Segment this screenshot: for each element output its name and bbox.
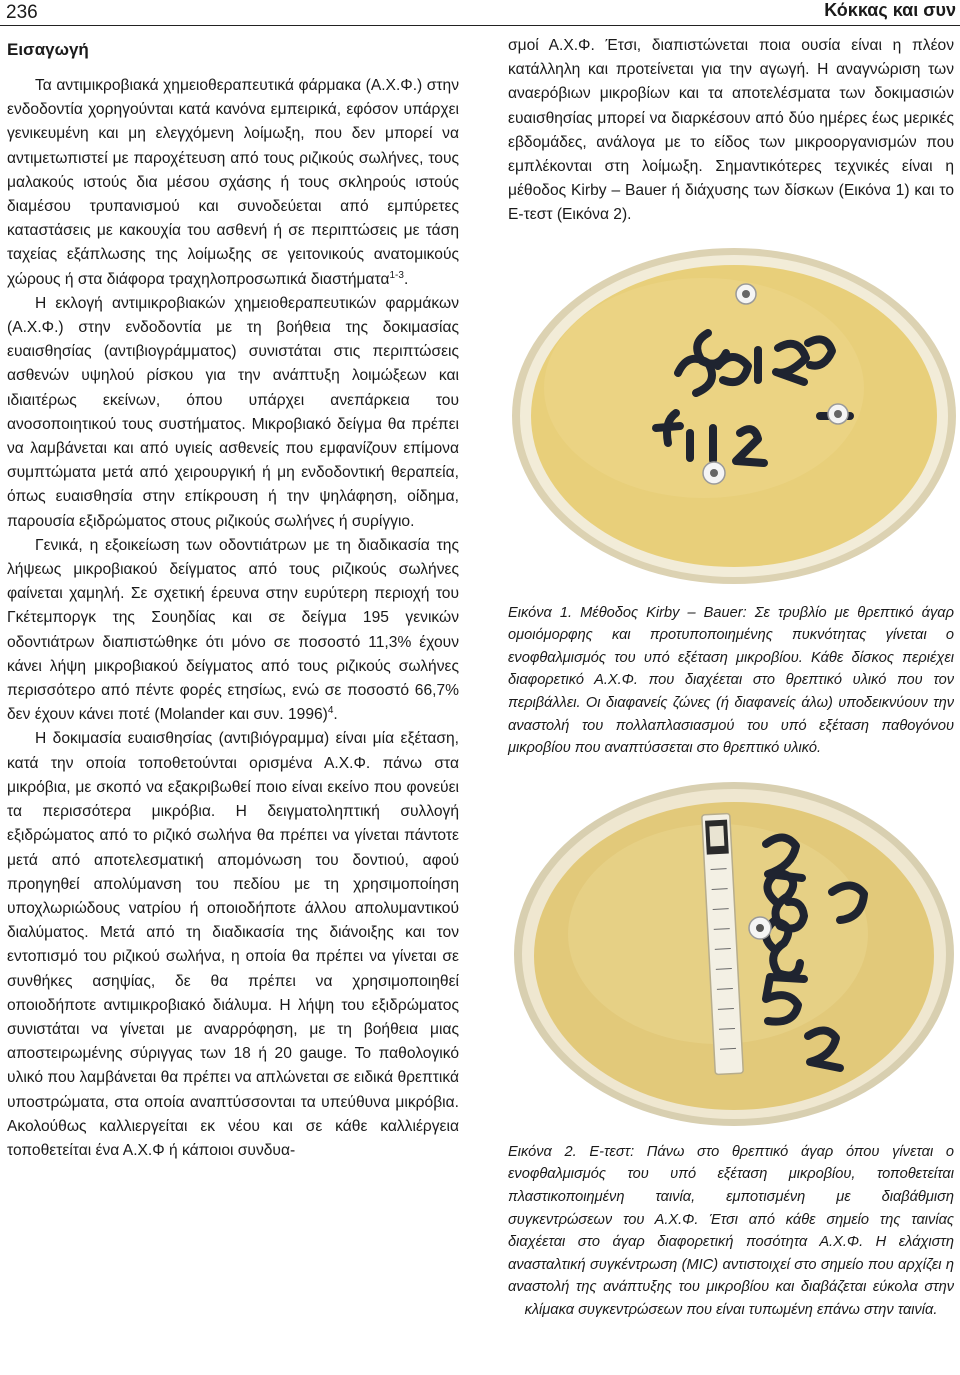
paragraph: Η δοκιμασία ευαισθησίας (αντιβιόγραμμα) είναι μία εξέταση, κατά την οποία τοποθετούνται ορισμένα Α.Χ.Φ. πάνω στα μικρόβια, με σκοπό να εξακριβωθεί ποιο είναι εκείνο που φονεύει τα περισσότερα μικρόβια. Η δειγματοληπτική συλλογή εξιδρώματος από το ριζικό σωλήνα θα πρέπει να γίνεται πάντοτε μετά από αποτελεσματική απομόνωση του δοντιού, αφού προηγηθεί απολύμανση του πεδίου με τη χρησιμοποίηση υποχλωριώδους νατρίου ή οποιοδήποτε άλλου απολυμαντικού διαλύματος. Μετά από τη διαδικασία της διάνοιξης και τον εντοπισμό του ριζικού σωλήνα, η οποία θα πρέπει να γίνεται σε συνθήκες ασηψίας, δε θα πρέπει να χρησιμοποιηθεί οποιοδήποτε αντιμικροβιακό διάλυμα. Η λήψη του εξιδρώματος συνιστάται να γίνεται με αναρρόφηση, με τη βοήθεια μιας αποστειρωμένης σύριγγας των 18 ή 20 gauge. Το παθολογικό υλικό που λαμβάνεται θα πρέπει να απλώνεται σε ειδικά θρεπτικά υποστρώματα, στα οποία αναπτύσσονται τα υπεύθυνα μικρόβια. Ακολούθως καλλιεργείται εκ νέου και σε κάθε καλλιέργεια τοποθετείται ένα Α.Χ.Φ ή κάποιοι συνδυα- bbox=[7, 730, 459, 1159]
paragraph: Γενικά, η εξοικείωση των οδοντιάτρων με τη διαδικασία της λήψεως μικροβιακού δείγματος από τους ριζικούς σωλήνες φαίνεται χαμηλή. Σε σχετική έρευνα στην ευρύτερη περιοχή του Γκέτεμποργκ της Σουηδίας και σε δείγμα 195 γενικών οδοντιάτρων διαπιστώθηκε ότι μόνο σε ποσοστό 11,3% έχουν κάνει λήψη μικροβιακού δείγματος από τους ριζικούς σωλήνες περισσότερο από πέντε φορές ετησίως, ενώ σε ποσοστό 66,7% δεν έχουν κάνει ποτέ (Molander και συν. 1996)$^4$. bbox=[7, 536, 459, 724]
figure-2-caption: Εικόνα 2. Ε-τεστ: Πάνω στο θρεπτικό άγαρ όπου γίνεται ο ενοφθαλμισμός του υπό εξέταση μικροβίου, τοποθετείται πλαστικοποιημένη ταινία, εμποτισμένη με διαβάθμιση συγκεντρώσεων του Α.Χ.Φ. Έτσι από κάθε σημείο της ταινίας διαχέεται στο άγαρ διαφορετική ποσότητα Α.Χ.Φ. Η ελάχιστη ανασταλτική συγκέντρωση (MIC) αντιστοιχεί στο σημείο που αρχίζει η αναστολή της ανάπτυξης του μικροβίου και διαβάζεται εύκολα στην κλίμακα συγκεντρώσεων που είναι τυπωμένη επάνω στην ταινία. bbox=[508, 1143, 954, 1318]
etest-plate-photo bbox=[508, 774, 960, 1129]
paragraph: σμοί Α.Χ.Φ. Έτσι, διαπιστώνεται ποια ουσία είναι η πλέον κατάλληλη και προτείνεται για την αγωγή. Η αναγνώριση των αναερόβιων μικροβίων και τα αποτελέσματα των δοκιμασιών ευαισθησίας μπορεί να διαρκέσουν από δύο ημέρες έως μερικές εβδομάδες, ανάλογα με το είδος των μικροοργανισμών που εμπλέκονται στη λοίμωξη. Σημαντικότερες τεχνικές είναι η μέθοδος Kirby – Bauer ή διάχυσης των δίσκων (Εικόνα 1) και το Ε-τεστ (Εικόνα 2). bbox=[508, 37, 954, 224]
left-column bbox=[7, 34, 459, 1163]
figure-1-caption: Εικόνα 1. Μέθοδος Kirby – Bauer: Σε τρυβλίο με θρεπτικό άγαρ ομοιόμορφης και προτυποποιημένης πυκνότητας γίνεται ο ενοφθαλμισμός του υπό εξέταση μικροβίου. Κάθε δίσκος περιέχει διαφορετικό Α.Χ.Φ. που διαχέεται στο θρεπτικό υλικό που τον περιβάλλει. Οι διαφανείς ζώνες (ή διαφανείς άλω) υποδεικνύουν την αναστολή του πολλαπλασιασμού του υπό εξέταση παθογόνου μικροβίου που αναπτύσσεται στο θρεπτικό υλικό. bbox=[508, 604, 954, 757]
paragraph: Τα αντιμικροβιακά χημειοθεραπευτικά φάρμακα (Α.Χ.Φ.) στην ενδοδοντία χορηγούνται κατά κανόνα εμπειρικά, εφόσον υπάρχει γενικευμένη και μη ελεγχόμενη λοίμωξη, που δεν μπορεί να αντιμετωπιστεί με παροχέτευση από τους ριζικούς σωλήνες, τους μαλακούς ιστούς δια μέσου σχάσης ή τους σκληρούς ιστούς διαμέσου τρυπανισμού και συνοδεύεται από εμπύρετες καταστάσεις με κακουχία του ασθενή ή σε περιπτώσεις με τάση ταχείας εξάπλωσης της λοίμωξης σε γειτονικούς ανατομικούς χώρους ή στα διάφορα τραχηλοπροσωπικά διαστήματα$^{1-3}$. bbox=[7, 77, 459, 288]
figure-1 bbox=[508, 238, 960, 588]
petri-dish-photo bbox=[508, 238, 960, 588]
paragraph: Η εκλογή αντιμικροβιακών χημειοθεραπευτικών φαρμάκων (Α.Χ.Φ.) στην ενδοδοντία με τη βοήθεια της δοκιμασίας ευαισθησίας (αντιβιογράμματος) συνιστάται στις περιπτώσεις ασθενών υψηλού ρίσκου για την ανάπτυξη λοιμώξεων και ιδιαιτέρως εκείνων, όπου υπάρχει ανεπάρκεια του ανοσοποιητικού τους συστήματος. Μικροβιακό δείγμα θα πρέπει να λαμβάνεται και από υγιείς ασθενείς που εμφανίζουν επίμονα συμπτώματα μετά από χειρουργική ή μη ενδοδοντική θεραπεία, όπως ευαισθησία στην επίκρουση ή την ψηλάφηση, οίδημα, παρουσία εξιδρώματος στους ριζικούς σωλήνες ή συρίγγιο. bbox=[7, 294, 459, 530]
figure-2 bbox=[508, 774, 960, 1129]
header-rule bbox=[0, 25, 960, 26]
reference: 1-3 bbox=[389, 269, 404, 281]
page-number: 236 bbox=[6, 2, 38, 23]
page-header bbox=[0, 0, 960, 30]
section-title: Εισαγωγή bbox=[7, 40, 89, 59]
running-head: Κόκκας και συν bbox=[824, 0, 956, 20]
reference: 4 bbox=[327, 705, 334, 717]
right-column bbox=[508, 34, 954, 1322]
